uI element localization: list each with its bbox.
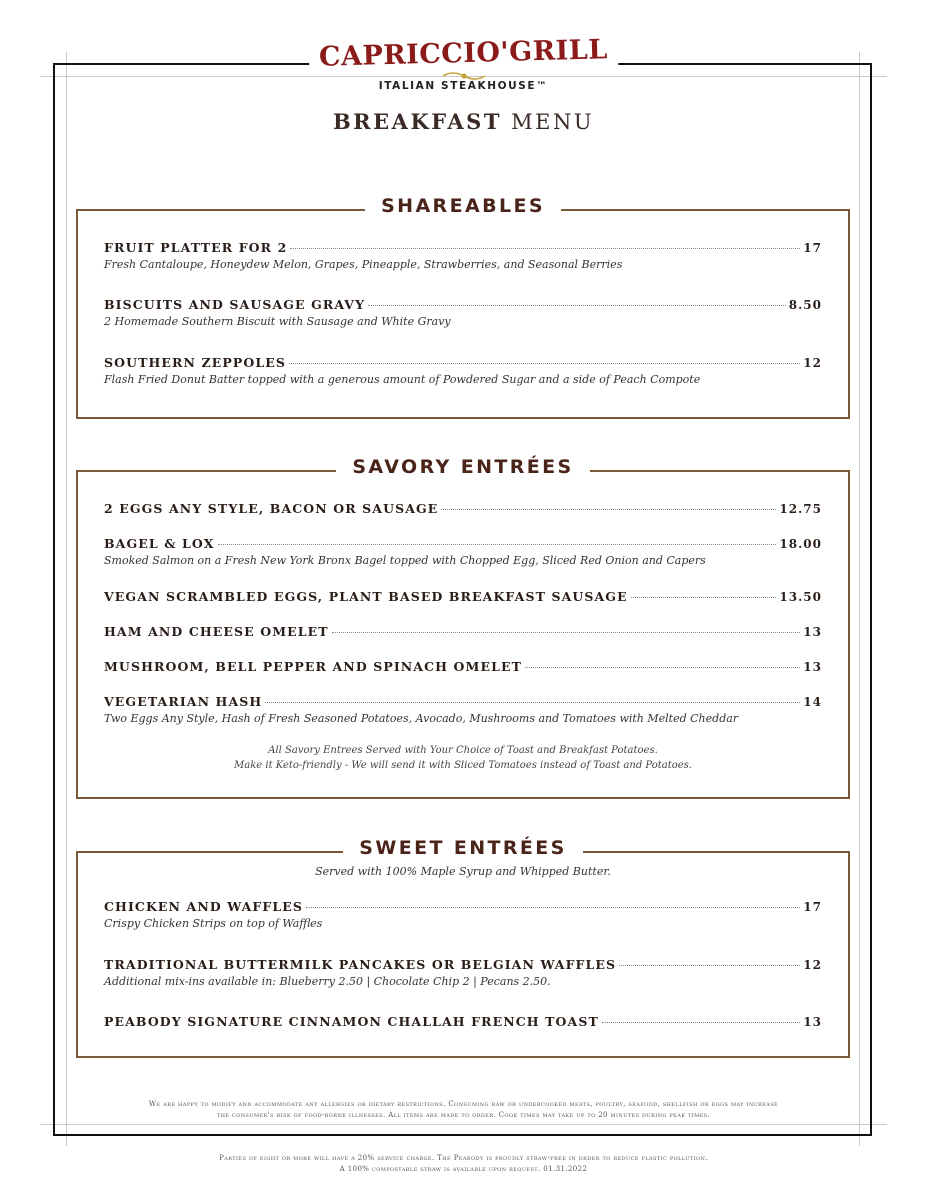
section-title-text: SAVORY ENTRÉES [336, 456, 589, 478]
page-title-rest: MENU [511, 110, 595, 134]
item-name: CHICKEN AND WAFFLES [104, 899, 303, 914]
page-title [0, 109, 927, 134]
menu-item [104, 694, 822, 725]
brand-logo [0, 34, 927, 73]
item-price: 17 [803, 241, 822, 255]
dot-leader [631, 597, 777, 598]
brand-name: CAPRICCIO'GRILL [309, 34, 619, 73]
section-title [78, 837, 848, 859]
item-price: 13 [803, 660, 822, 674]
section-title [78, 456, 848, 478]
item-price: 17 [803, 900, 822, 914]
item-price: 18.00 [779, 537, 822, 551]
menu-item [104, 297, 822, 328]
item-price: 13 [803, 625, 822, 639]
dot-leader [306, 907, 800, 908]
item-name: BAGEL & LOX [104, 536, 215, 551]
brand-subtitle: ITALIAN STEAKHOUSE™ [378, 80, 549, 92]
footer-line: Parties of eight or more will have a 20% service charge. The Peabody is proudly straw-free in order to reduce plastic pollution. [219, 1154, 708, 1162]
section-shareables [76, 195, 850, 419]
item-name: MUSHROOM, BELL PEPPER AND SPINACH OMELET [104, 659, 522, 674]
item-description: Smoked Salmon on a Fresh New York Bronx Bagel topped with Chopped Egg, Sliced Red Onion and Capers [104, 554, 706, 567]
dot-leader [602, 1022, 800, 1023]
dot-leader [332, 632, 801, 633]
menu-item [104, 536, 822, 567]
menu-item [104, 355, 822, 386]
menu-item [104, 240, 822, 271]
item-description: Fresh Cantaloupe, Honeydew Melon, Grapes, Pineapple, Strawberries, and Seasonal Berries [104, 258, 623, 271]
menu-item [104, 957, 822, 988]
dot-leader [218, 544, 777, 545]
item-name: HAM AND CHEESE OMELET [104, 624, 329, 639]
note-line: Make it Keto-friendly - We will send it with Sliced Tomatoes instead of Toast and Potatoes. [234, 760, 692, 771]
menu-item [104, 501, 822, 516]
section-title-text: SHAREABLES [365, 195, 561, 217]
page-title-bold: BREAKFAST [332, 109, 502, 134]
dot-leader [289, 363, 800, 364]
note-line: All Savory Entrees Served with Your Choice of Toast and Breakfast Potatoes. [268, 745, 658, 756]
item-name: TRADITIONAL BUTTERMILK PANCAKES OR BELGIAN WAFFLES [104, 957, 617, 972]
section-title-text: SWEET ENTRÉES [343, 837, 583, 859]
section-title [78, 195, 848, 217]
page-footer [90, 1153, 837, 1175]
section-sweet-entrees [76, 837, 850, 1058]
item-description: Two Eggs Any Style, Hash of Fresh Seasoned Potatoes, Avocado, Mushrooms and Tomatoes with Melted Cheddar [104, 712, 739, 725]
dot-leader [368, 305, 786, 306]
item-name: VEGETARIAN HASH [104, 694, 263, 709]
menu-item [104, 624, 822, 639]
disclaimer-line: the consumer's risk of food-borne illnesses. All items are made to order. Cook times may take up to 20 minutes during peak times. [216, 1111, 711, 1119]
menu-item [104, 1014, 822, 1029]
item-price: 8.50 [788, 298, 822, 312]
menu-item [104, 589, 822, 604]
dot-leader [619, 965, 800, 966]
item-price: 12 [803, 958, 822, 972]
disclaimer-line: We are happy to modify and accommodate any allergies or dietary restrictions. Consuming raw or undercooked meats, poultry, seafood, shellfish or eggs may increase [148, 1100, 779, 1108]
dot-leader [525, 667, 800, 668]
item-description: Crispy Chicken Strips on top of Waffles [104, 917, 323, 930]
section-note [78, 743, 848, 773]
item-price: 13 [803, 1015, 822, 1029]
item-price: 12.75 [779, 502, 822, 516]
item-description: 2 Homemade Southern Biscuit with Sausage and White Gravy [104, 315, 451, 328]
item-price: 12 [803, 356, 822, 370]
item-name: FRUIT PLATTER FOR 2 [104, 240, 288, 255]
item-name: PEABODY SIGNATURE CINNAMON CHALLAH FRENCH TOAST [104, 1014, 599, 1029]
dot-leader [290, 248, 800, 249]
dot-leader [441, 509, 776, 510]
footer-line: A 100% compostable straw is available upon request. 01.31.2022 [339, 1165, 588, 1173]
item-name: SOUTHERN ZEPPOLES [104, 355, 287, 370]
section-savory-entrees [76, 456, 850, 799]
menu-item [104, 659, 822, 674]
dot-leader [265, 702, 800, 703]
item-description: Flash Fried Donut Batter topped with a generous amount of Powdered Sugar and a side of Peach Compote [104, 373, 701, 386]
item-name: VEGAN SCRAMBLED EGGS, PLANT BASED BREAKFAST SAUSAGE [104, 589, 628, 604]
item-name: 2 EGGS ANY STYLE, BACON OR SAUSAGE [104, 501, 439, 516]
item-name: BISCUITS AND SAUSAGE GRAVY [104, 297, 366, 312]
item-description: Additional mix-ins available in: Blueberry 2.50 | Chocolate Chip 2 | Pecans 2.50. [104, 975, 551, 988]
item-price: 13.50 [779, 590, 822, 604]
item-price: 14 [803, 695, 822, 709]
allergy-disclaimer [90, 1099, 837, 1121]
menu-item [104, 899, 822, 930]
section-subtitle: Served with 100% Maple Syrup and Whipped Butter. [315, 865, 611, 878]
